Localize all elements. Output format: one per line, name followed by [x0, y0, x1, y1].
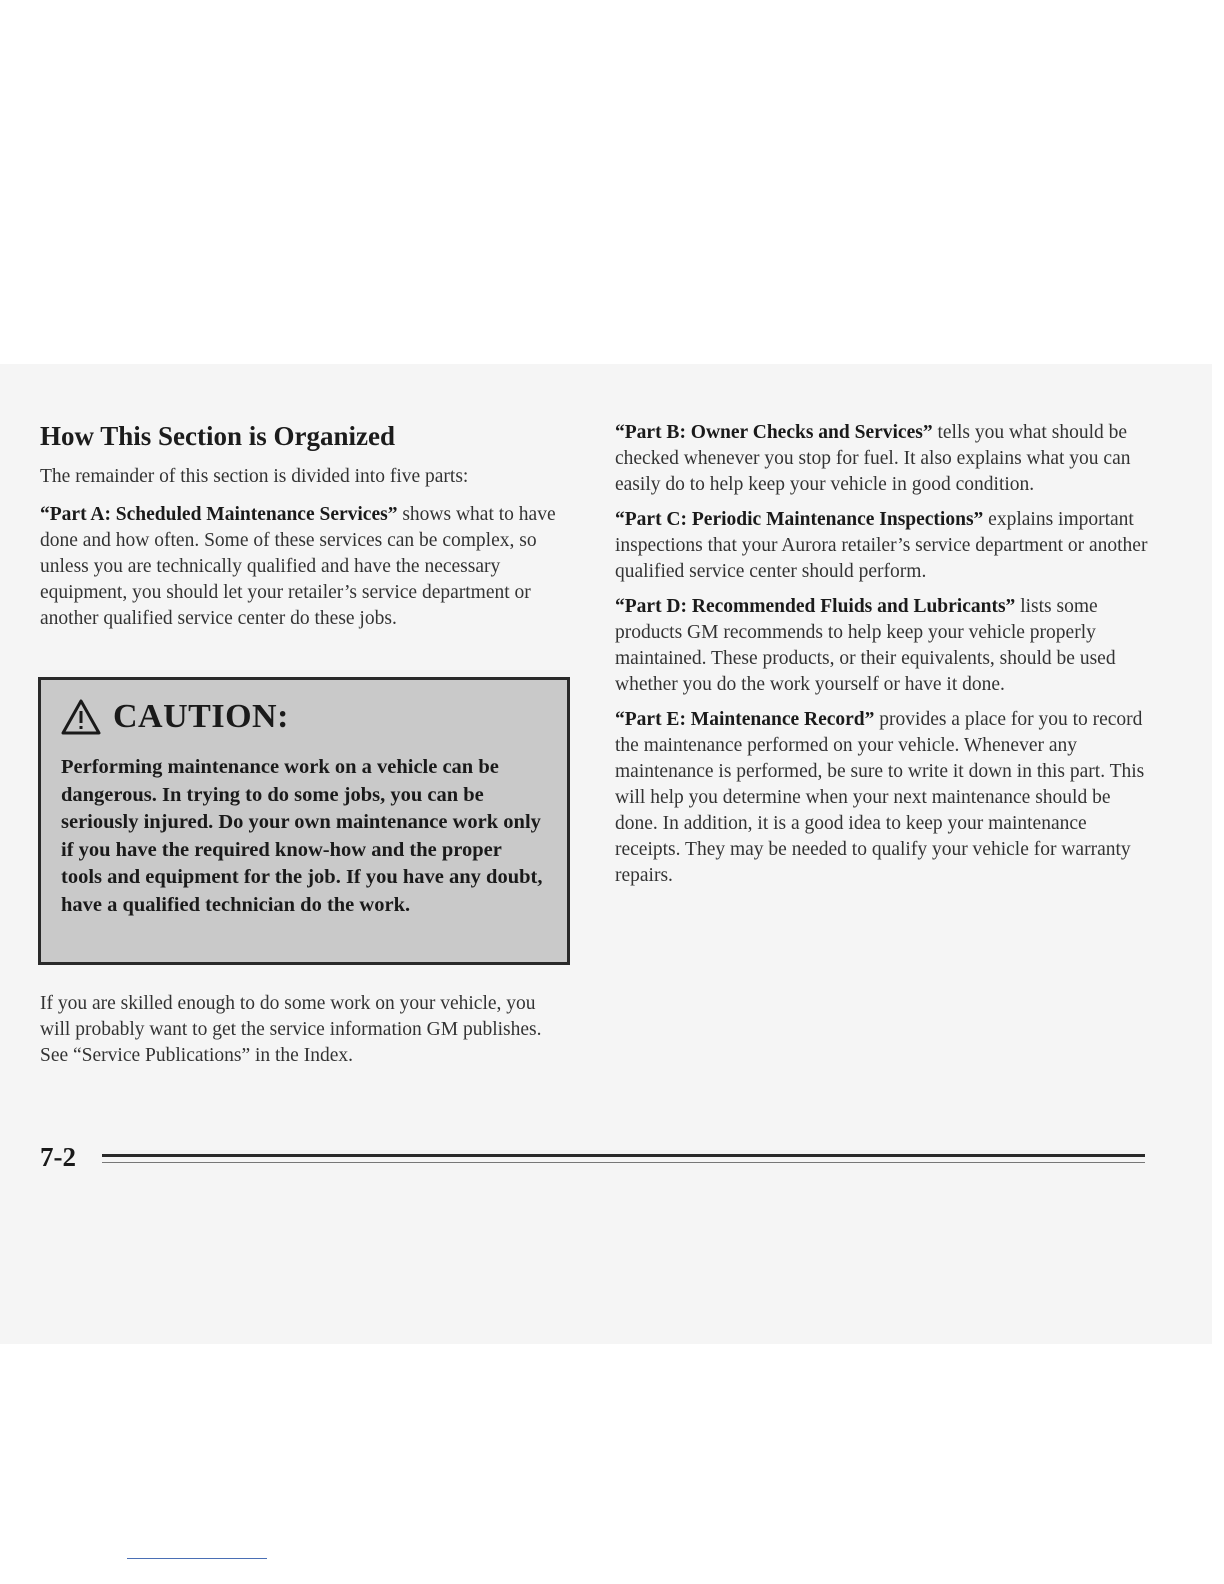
page-footer	[40, 1142, 1145, 1172]
page-number: 7-2	[40, 1142, 76, 1172]
section-heading: How This Section is Organized	[40, 421, 396, 451]
footer-rule-thin	[102, 1162, 1145, 1163]
caution-title: CAUTION:	[113, 698, 289, 735]
caution-box	[38, 677, 570, 965]
part-c-paragraph	[615, 507, 1155, 585]
part-a-lead: “Part A: Scheduled Maintenance Services”	[40, 504, 398, 525]
warning-triangle-icon	[61, 699, 101, 735]
part-b-lead: “Part B: Owner Checks and Services”	[615, 422, 933, 443]
footer-rule	[102, 1154, 1145, 1157]
part-a-paragraph	[40, 502, 570, 632]
closing-block	[40, 991, 570, 1078]
part-b-paragraph	[615, 420, 1155, 498]
left-column	[40, 418, 570, 641]
part-d-lead: “Part D: Recommended Fluids and Lubricants”	[615, 596, 1016, 617]
part-c-lead: “Part C: Periodic Maintenance Inspections”	[615, 509, 984, 530]
right-column	[615, 420, 1155, 898]
part-d-body: lists some products GM recommends to help keep your vehicle properly maintained. These products, or their equivalents, should be used whether you do the work yourself or have it done.	[615, 596, 1116, 695]
caution-header	[61, 698, 547, 736]
part-e-paragraph	[615, 707, 1155, 889]
bottom-divider	[127, 1558, 267, 1559]
part-b-body: tells you what should be checked whenever you stop for fuel. It also explains what you can easily do to help keep your vehicle in good condition.	[615, 422, 1131, 495]
caution-text: Performing maintenance work on a vehicle can be dangerous. In trying to do some jobs, you can be seriously injured. Do your own maintenance work only if you have the required know-how and the proper tools and equipment for the job. If you have any doubt, have a qualified technician do the work.	[61, 756, 543, 916]
part-a-body: shows what to have done and how often. Some of these services can be complex, so unless you are technically qualified and have the necessary equipment, you should let your retailer’s service department or another qualified service center do these jobs.	[40, 504, 556, 629]
part-e-body: provides a place for you to record the maintenance performed on your vehicle. Whenever any maintenance is performed, be sure to write it down in this part. This will help you determine when your next maintenance should be done. In addition, it is a good idea to keep your maintenance receipts. They may be needed to qualify your vehicle for warranty repairs.	[615, 709, 1145, 886]
intro-paragraph: The remainder of this section is divided into five parts:	[40, 466, 469, 487]
part-c-body: explains important inspections that your Aurora retailer’s service department or another qualified service center should perform.	[615, 509, 1148, 582]
closing-paragraph: If you are skilled enough to do some work on your vehicle, you will probably want to get the service information GM publishes. See “Service Publications” in the Index.	[40, 993, 542, 1066]
part-d-paragraph	[615, 594, 1155, 698]
part-e-lead: “Part E: Maintenance Record”	[615, 709, 875, 730]
